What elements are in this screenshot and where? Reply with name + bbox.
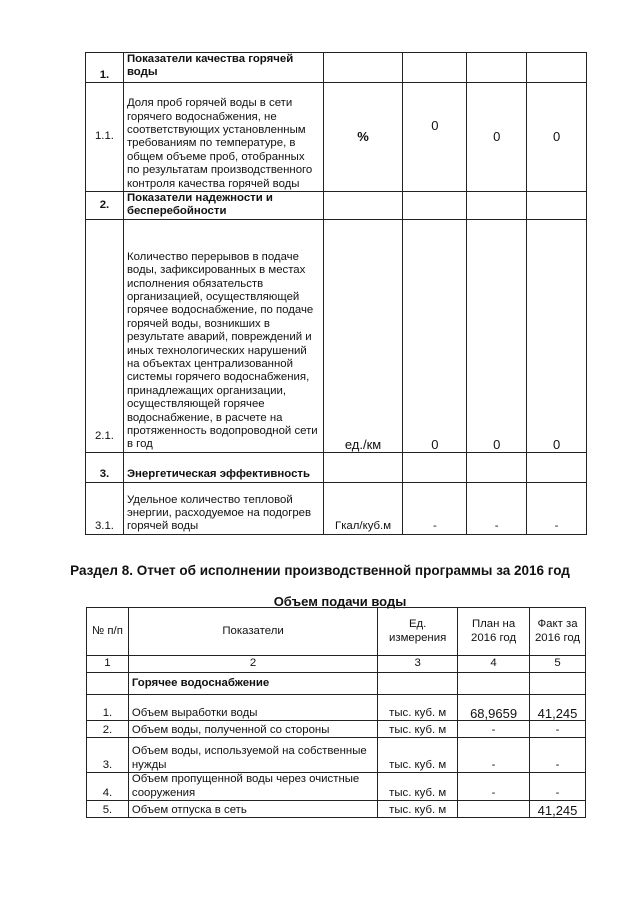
value-cell: - [527,482,587,534]
unit-cell [323,192,403,220]
group-label: Горячее водоснабжение [128,673,377,695]
row-number: 5. [87,801,129,818]
row-fact: - [530,721,586,738]
header-plan: План на 2016 год [458,608,530,656]
table-row [86,53,587,83]
index-cell: 3 [378,656,458,673]
value-cell [467,53,527,83]
value-cell: - [403,482,467,534]
row-unit: тыс. куб. м [378,695,458,721]
unit-cell [323,452,403,482]
row-fact: - [530,773,586,801]
row-unit: тыс. куб. м [378,773,458,801]
row-plan: - [458,738,530,773]
row-unit: тыс. куб. м [378,721,458,738]
row-unit: тыс. куб. м [378,801,458,818]
table-row [86,219,587,452]
row-name: Объем выработки воды [128,695,377,721]
row-unit: тыс. куб. м [378,738,458,773]
table-row [87,738,586,773]
unit-cell [323,53,403,83]
value-cell [403,192,467,220]
value-cell: - [467,482,527,534]
table-row [87,773,586,801]
header-unit: Ед. измерения [378,608,458,656]
value-cell [467,192,527,220]
row-number: 3. [86,452,124,482]
group-row [87,673,586,695]
row-plan: 68,9659 [458,695,530,721]
table-row [87,695,586,721]
water-volume-table [86,607,586,818]
value-cell: 0 [527,83,587,192]
row-number: 4. [87,773,129,801]
value-cell: 0 [403,83,467,192]
value-cell [467,452,527,482]
row-name: Объем воды, полученной со стороны [128,721,377,738]
row-number: 1. [86,53,124,83]
table-row [87,801,586,818]
unit-cell: ед./км [323,219,403,452]
row-number: 1.1. [86,83,124,192]
table-row [86,452,587,482]
row-heading: Показатели надежности и бесперебойности [123,192,323,220]
value-cell [403,53,467,83]
row-number: 2.1. [86,219,124,452]
index-row [87,656,586,673]
row-fact: 41,245 [530,801,586,818]
header-row [87,608,586,656]
table-row [86,83,587,192]
value-cell [527,452,587,482]
row-text: Количество перерывов в подаче воды, зафиксированных в местах исполнения обязательств организацией, осуществляющей горячее водоснабжение, по подаче горячей воды, возникших в результате аварий, повреждений и иных технологических нарушений на объектах централизованной системы горячего водоснабжения, принадлежащих организации, осуществляющей горячее водоснабжение, в расчете на протяженность водопроводной сети в год [123,219,323,452]
table-row [86,192,587,220]
row-plan [458,801,530,818]
index-cell: 5 [530,656,586,673]
index-cell: 4 [458,656,530,673]
row-name: Объем пропущенной воды через очистные сооружения [128,773,377,801]
volume-title: Объем подачи воды [273,594,407,609]
value-cell: 0 [467,83,527,192]
row-text: Доля проб горячей воды в сети горячего водоснабжения, не соответствующих установленным требованиям по температуре, в общем объеме проб, отобранных по результатам производственного контроля качества горячей воды [123,83,323,192]
unit-cell: Гкал/куб.м [323,482,403,534]
row-fact: - [530,738,586,773]
unit-cell: % [323,83,403,192]
row-name: Объем отпуска в сеть [128,801,377,818]
value-cell [527,53,587,83]
group-cell [530,673,586,695]
quality-indicators-table [85,52,587,535]
row-number: 2. [86,192,124,220]
header-name: Показатели [128,608,377,656]
row-number: 1. [87,695,129,721]
value-cell [527,192,587,220]
row-number: 2. [87,721,129,738]
row-text: Удельное количество тепловой энергии, расходуемое на подогрев горячей воды [123,482,323,534]
index-cell: 1 [87,656,129,673]
row-number: 3. [87,738,129,773]
row-fact: 41,245 [530,695,586,721]
row-heading: Показатели качества горячей воды [123,53,323,83]
group-cell [378,673,458,695]
value-cell: 0 [403,219,467,452]
value-cell: 0 [527,219,587,452]
row-number: 3.1. [86,482,124,534]
row-name: Объем воды, используемой на собственные нужды [128,738,377,773]
value-cell: 0 [467,219,527,452]
group-cell [458,673,530,695]
header-num: № п/п [87,608,129,656]
header-fact: Факт за 2016 год [530,608,586,656]
row-plan: - [458,773,530,801]
row-plan: - [458,721,530,738]
group-cell [87,673,129,695]
row-heading: Энергетическая эффективность [123,452,323,482]
table-row [86,482,587,534]
table-row [87,721,586,738]
index-cell: 2 [128,656,377,673]
value-cell [403,452,467,482]
section-title: Раздел 8. Отчет об исполнении производственной программы за 2016 год [70,563,570,578]
